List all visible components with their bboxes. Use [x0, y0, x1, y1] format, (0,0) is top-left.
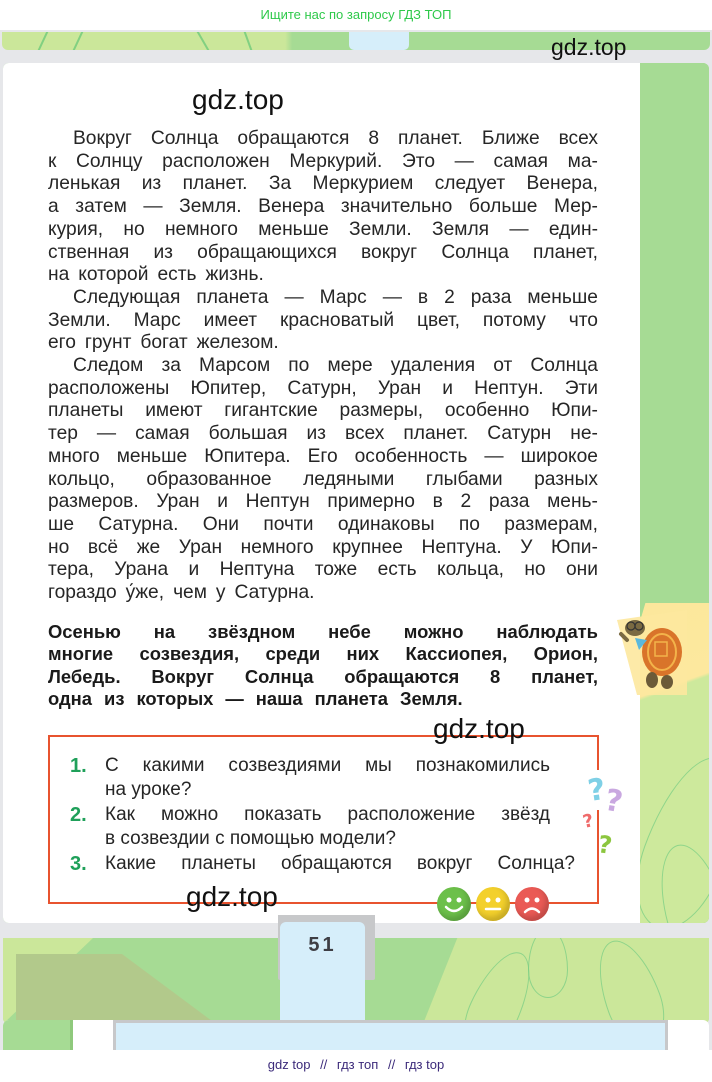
leaf-decoration: [71, 32, 85, 50]
question-number: 3.: [70, 853, 87, 875]
bottom-banner-link[interactable]: gdz top: [267, 1057, 311, 1072]
paragraph-3: [48, 355, 598, 605]
separator: //: [320, 1057, 328, 1072]
next-page-blue-area: [113, 1020, 668, 1050]
turtle-mascot-icon: [617, 610, 687, 695]
text-line: к Солнцу расположен Меркурий. Это — самая ма-: [48, 150, 598, 172]
leaf-outline-decoration: [528, 938, 568, 998]
text-line: курия, но немного меньше Земли. Земля — един-: [48, 218, 598, 240]
paragraph-2: [48, 286, 598, 355]
leaf-decoration: [242, 32, 254, 50]
text-line: на которой есть жизнь.: [48, 264, 264, 286]
text-line: планеты имеют гигантские размеры, особенно Юпи-: [48, 400, 598, 422]
text-line: тера, Урана и Нептуна тоже есть кольца, но они: [48, 559, 598, 581]
text-line: ше Сатурна. Они почти одинаковы по размерам,: [48, 513, 598, 535]
bottom-banner-link[interactable]: гдз top: [404, 1057, 445, 1072]
page-number-text: 51: [308, 934, 337, 956]
question-text: С какими созвездиями мы познакомились на уроке?: [105, 755, 550, 800]
footer-olive-shape: [16, 954, 216, 1024]
page-number: [280, 922, 365, 1022]
happy-smiley-icon[interactable]: [437, 887, 471, 921]
watermark: gdz.top: [551, 34, 627, 60]
question-mark-icon: ?: [585, 771, 608, 810]
text-line: а затем — Земля. Венера значительно больше Мер-: [48, 196, 598, 218]
text-line: тер — самая большая из всех планет. Сатурн не-: [48, 423, 598, 445]
watermark: gdz.top: [433, 713, 525, 744]
previous-page-number-tab: [349, 32, 409, 50]
question-number: 2.: [70, 804, 87, 826]
text-line: но всё же Уран немного крупнее Нептуна. У Юпи-: [48, 536, 598, 558]
neutral-smiley-icon[interactable]: [476, 887, 510, 921]
summary-line: многие созвездия, среди них Кассиопея, Орион,: [48, 643, 598, 665]
bottom-banner[interactable]: [0, 1050, 712, 1082]
text-line: Земли. Марс имеет красноватый цвет, потому что: [48, 309, 598, 331]
text-line: Следующая планета — Марс — в 2 раза меньше: [73, 286, 598, 308]
text-line: гораздо у́же, чем у Сатурна.: [48, 582, 315, 604]
text-line: размеров. Уран и Нептун примерно в 2 раза мень-: [48, 491, 598, 513]
next-page-top: [3, 1020, 709, 1050]
text-line: ленькая из планет. За Меркурием следует Венера,: [48, 173, 598, 195]
sad-smiley-icon[interactable]: [515, 887, 549, 921]
leaf-decoration: [195, 32, 212, 50]
leaf-decoration: [36, 32, 50, 50]
question-mark-icon: ?: [602, 782, 626, 821]
separator: //: [387, 1057, 396, 1072]
review-questions-box: [48, 735, 599, 904]
text-line: кольцо, образованное ледяными глыбами разных: [48, 468, 598, 490]
question-text: Какие планеты обращаются вокруг Солнца?: [105, 853, 575, 874]
next-page-green-tab: [3, 1020, 73, 1050]
text-line: его грунт богат железом.: [48, 332, 279, 354]
main-text: [48, 128, 598, 605]
text-line: Следом за Марсом по мере удаления от Солнца: [73, 355, 598, 377]
lesson-summary: [48, 621, 598, 711]
watermark: gdz.top: [192, 84, 284, 115]
top-banner-text[interactable]: Ищите нас по запросу ГДЗ ТОП: [260, 7, 452, 22]
summary-line: одна из которых — наша планета Земля.: [48, 688, 463, 710]
paragraph-1: [48, 128, 598, 287]
top-banner[interactable]: [0, 0, 712, 30]
question-text: Как можно показать расположение звёзд в созвездии с помощью модели?: [105, 804, 550, 849]
text-line: расположены Юпитер, Сатурн, Уран и Нептун. Эти: [48, 377, 598, 399]
question-number: 1.: [70, 755, 87, 777]
summary-line: Лебедь. Вокруг Солнца обращаются 8 планет,: [48, 665, 598, 687]
summary-line: Осенью на звёздном небе можно наблюдать: [48, 621, 598, 642]
text-line: Вокруг Солнца обращаются 8 планет. Ближе всех: [73, 128, 598, 149]
text-line: много меньше Юпитера. Его особенность — широкое: [48, 445, 598, 467]
bottom-banner-link[interactable]: гдз топ: [336, 1057, 379, 1072]
question-mark-icon: ?: [580, 810, 596, 833]
question-mark-icon: ?: [596, 830, 614, 860]
watermark: gdz.top: [186, 881, 278, 912]
text-line: ственная из обращающихся вокруг Солнца планет,: [48, 241, 598, 263]
